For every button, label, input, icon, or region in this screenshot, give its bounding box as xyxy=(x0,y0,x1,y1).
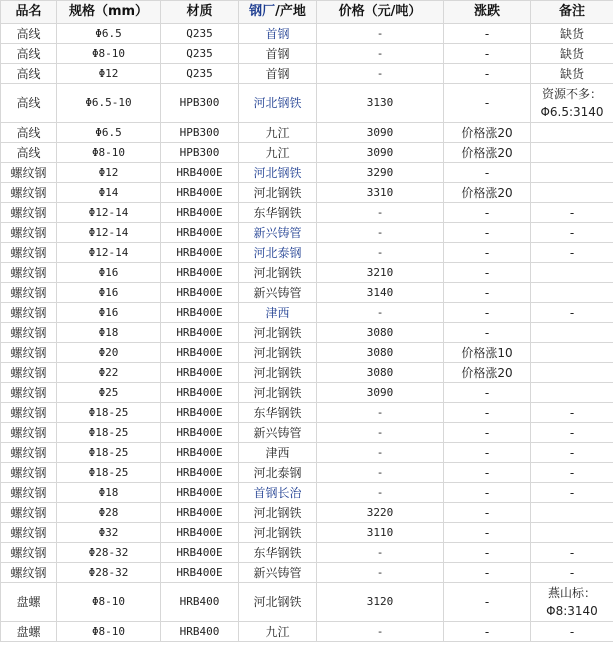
note-cell: - xyxy=(531,443,613,463)
name-cell: 螺纹钢 xyxy=(1,383,57,403)
header-material: 材质 xyxy=(161,1,239,24)
note-cell xyxy=(531,123,613,143)
change-cell: - xyxy=(444,543,531,563)
table-row xyxy=(1,622,613,642)
note-cell: - xyxy=(531,203,613,223)
header-change: 涨跌 xyxy=(444,1,531,24)
change-cell: - xyxy=(444,622,531,642)
spec-cell: Φ25 xyxy=(57,383,161,403)
name-cell: 高线 xyxy=(1,44,57,64)
plant-cell: 九江 xyxy=(239,143,317,163)
spec-cell: Φ18 xyxy=(57,323,161,343)
material-cell: HRB400E xyxy=(161,343,239,363)
price-cell: 3290 xyxy=(317,163,444,183)
price-cell: - xyxy=(317,543,444,563)
spec-cell: Φ16 xyxy=(57,303,161,323)
material-cell: HRB400E xyxy=(161,543,239,563)
note-cell xyxy=(531,383,613,403)
price-cell: 3080 xyxy=(317,363,444,383)
change-cell: - xyxy=(444,443,531,463)
table-row xyxy=(1,223,613,243)
price-cell: - xyxy=(317,223,444,243)
note-cell xyxy=(531,143,613,163)
spec-cell: Φ12-14 xyxy=(57,243,161,263)
plant-cell: 河北钢铁 xyxy=(239,503,317,523)
price-cell: 3130 xyxy=(317,84,444,123)
spec-cell: Φ22 xyxy=(57,363,161,383)
note-cell: - xyxy=(531,223,613,243)
note-cell: 缺货 xyxy=(531,64,613,84)
plant-cell: 河北钢铁 xyxy=(239,84,317,123)
material-cell: HRB400E xyxy=(161,283,239,303)
price-cell: - xyxy=(317,44,444,64)
change-cell: - xyxy=(444,263,531,283)
table-row xyxy=(1,503,613,523)
price-cell: 3210 xyxy=(317,263,444,283)
price-cell: - xyxy=(317,303,444,323)
name-cell: 螺纹钢 xyxy=(1,563,57,583)
plant-cell: 河北钢铁 xyxy=(239,523,317,543)
price-cell: 3220 xyxy=(317,503,444,523)
change-cell: - xyxy=(444,163,531,183)
header-price: 价格（元/吨） xyxy=(317,1,444,24)
note-cell: - xyxy=(531,243,613,263)
plant-cell: 首钢长治 xyxy=(239,483,317,503)
name-cell: 螺纹钢 xyxy=(1,423,57,443)
table-row xyxy=(1,523,613,543)
spec-cell: Φ12 xyxy=(57,64,161,84)
header-row xyxy=(1,1,613,24)
name-cell: 螺纹钢 xyxy=(1,283,57,303)
note-cell: - xyxy=(531,543,613,563)
note-cell xyxy=(531,503,613,523)
price-cell: 3090 xyxy=(317,383,444,403)
plant-cell: 河北钢铁 xyxy=(239,323,317,343)
price-cell: 3310 xyxy=(317,183,444,203)
table-row xyxy=(1,263,613,283)
spec-cell: Φ28-32 xyxy=(57,563,161,583)
change-cell: - xyxy=(444,223,531,243)
price-cell: - xyxy=(317,622,444,642)
change-cell: 价格涨20 xyxy=(444,123,531,143)
spec-cell: Φ12-14 xyxy=(57,203,161,223)
change-cell: 价格涨20 xyxy=(444,183,531,203)
plant-cell: 新兴铸管 xyxy=(239,223,317,243)
material-cell: HRB400E xyxy=(161,383,239,403)
table-row xyxy=(1,483,613,503)
price-cell: 3120 xyxy=(317,583,444,622)
note-cell xyxy=(531,183,613,203)
name-cell: 螺纹钢 xyxy=(1,183,57,203)
change-cell: 价格涨20 xyxy=(444,363,531,383)
spec-cell: Φ18-25 xyxy=(57,423,161,443)
change-cell: - xyxy=(444,44,531,64)
spec-cell: Φ28-32 xyxy=(57,543,161,563)
name-cell: 螺纹钢 xyxy=(1,263,57,283)
material-cell: Q235 xyxy=(161,24,239,44)
spec-cell: Φ28 xyxy=(57,503,161,523)
price-cell: - xyxy=(317,463,444,483)
material-cell: Q235 xyxy=(161,44,239,64)
plant-cell: 九江 xyxy=(239,123,317,143)
note-cell: - xyxy=(531,423,613,443)
plant-cell: 新兴铸管 xyxy=(239,283,317,303)
plant-cell: 河北钢铁 xyxy=(239,583,317,622)
plant-cell: 首钢 xyxy=(239,64,317,84)
name-cell: 螺纹钢 xyxy=(1,203,57,223)
table-row xyxy=(1,363,613,383)
table-row xyxy=(1,303,613,323)
material-cell: HRB400E xyxy=(161,263,239,283)
change-cell: - xyxy=(444,283,531,303)
name-cell: 螺纹钢 xyxy=(1,463,57,483)
name-cell: 高线 xyxy=(1,64,57,84)
material-cell: HPB300 xyxy=(161,84,239,123)
spec-cell: Φ8-10 xyxy=(57,44,161,64)
material-cell: HRB400E xyxy=(161,203,239,223)
name-cell: 盘螺 xyxy=(1,583,57,622)
name-cell: 螺纹钢 xyxy=(1,223,57,243)
material-cell: HPB300 xyxy=(161,123,239,143)
name-cell: 螺纹钢 xyxy=(1,343,57,363)
table-row xyxy=(1,543,613,563)
note-cell: 缺货 xyxy=(531,24,613,44)
change-cell: - xyxy=(444,243,531,263)
name-cell: 螺纹钢 xyxy=(1,303,57,323)
change-cell: - xyxy=(444,403,531,423)
material-cell: HRB400E xyxy=(161,443,239,463)
material-cell: HRB400E xyxy=(161,463,239,483)
name-cell: 高线 xyxy=(1,123,57,143)
spec-cell: Φ16 xyxy=(57,263,161,283)
change-cell: 价格涨10 xyxy=(444,343,531,363)
note-cell: - xyxy=(531,463,613,483)
plant-cell: 东华钢铁 xyxy=(239,543,317,563)
note-cell xyxy=(531,323,613,343)
change-cell: - xyxy=(444,523,531,543)
plant-cell: 东华钢铁 xyxy=(239,203,317,223)
name-cell: 螺纹钢 xyxy=(1,403,57,423)
price-cell: - xyxy=(317,483,444,503)
plant-cell: 新兴铸管 xyxy=(239,563,317,583)
note-cell: 燕山标：Φ8:3140 xyxy=(531,583,613,622)
plant-cell: 津西 xyxy=(239,443,317,463)
plant-cell: 九江 xyxy=(239,622,317,642)
change-cell: - xyxy=(444,323,531,343)
note-cell xyxy=(531,343,613,363)
price-cell: - xyxy=(317,423,444,443)
spec-cell: Φ8-10 xyxy=(57,622,161,642)
note-cell: 资源不多：Φ6.5:3140 xyxy=(531,84,613,123)
name-cell: 螺纹钢 xyxy=(1,483,57,503)
spec-cell: Φ16 xyxy=(57,283,161,303)
change-cell: - xyxy=(444,563,531,583)
plant-cell: 河北钢铁 xyxy=(239,263,317,283)
name-cell: 盘螺 xyxy=(1,622,57,642)
change-cell: - xyxy=(444,24,531,44)
spec-cell: Φ32 xyxy=(57,523,161,543)
price-cell: - xyxy=(317,64,444,84)
table-row xyxy=(1,583,613,622)
table-row xyxy=(1,463,613,483)
spec-cell: Φ8-10 xyxy=(57,583,161,622)
material-cell: HRB400 xyxy=(161,622,239,642)
plant-cell: 河北钢铁 xyxy=(239,363,317,383)
change-cell: - xyxy=(444,203,531,223)
change-cell: - xyxy=(444,583,531,622)
price-cell: - xyxy=(317,563,444,583)
plant-cell: 东华钢铁 xyxy=(239,403,317,423)
material-cell: HRB400E xyxy=(161,403,239,423)
material-cell: HRB400E xyxy=(161,243,239,263)
spec-cell: Φ18-25 xyxy=(57,443,161,463)
plant-cell: 首钢 xyxy=(239,24,317,44)
change-cell: - xyxy=(444,483,531,503)
table-row xyxy=(1,563,613,583)
plant-cell: 新兴铸管 xyxy=(239,423,317,443)
price-cell: - xyxy=(317,243,444,263)
price-cell: 3090 xyxy=(317,123,444,143)
plant-cell: 河北泰钢 xyxy=(239,243,317,263)
change-cell: - xyxy=(444,383,531,403)
table-row xyxy=(1,64,613,84)
material-cell: HRB400E xyxy=(161,423,239,443)
price-cell: 3080 xyxy=(317,323,444,343)
material-cell: HRB400E xyxy=(161,503,239,523)
table-body xyxy=(1,24,613,642)
table-row xyxy=(1,203,613,223)
name-cell: 高线 xyxy=(1,84,57,123)
plant-cell: 河北钢铁 xyxy=(239,183,317,203)
header-spec: 规格（mm） xyxy=(57,1,161,24)
change-cell: - xyxy=(444,303,531,323)
note-cell: - xyxy=(531,622,613,642)
material-cell: HRB400E xyxy=(161,163,239,183)
price-cell: 3090 xyxy=(317,143,444,163)
change-cell: - xyxy=(444,64,531,84)
table-row xyxy=(1,143,613,163)
plant-cell: 河北泰钢 xyxy=(239,463,317,483)
spec-cell: Φ6.5-10 xyxy=(57,84,161,123)
plant-cell: 首钢 xyxy=(239,44,317,64)
material-cell: HRB400E xyxy=(161,323,239,343)
note-cell: - xyxy=(531,483,613,503)
table-row xyxy=(1,283,613,303)
note-cell: 缺货 xyxy=(531,44,613,64)
header-plant xyxy=(239,1,317,24)
table-row xyxy=(1,323,613,343)
table-row xyxy=(1,243,613,263)
material-cell: Q235 xyxy=(161,64,239,84)
note-cell xyxy=(531,363,613,383)
price-cell: 3080 xyxy=(317,343,444,363)
price-cell: 3140 xyxy=(317,283,444,303)
note-cell xyxy=(531,163,613,183)
name-cell: 螺纹钢 xyxy=(1,323,57,343)
material-cell: HRB400E xyxy=(161,563,239,583)
table-row xyxy=(1,163,613,183)
change-cell: - xyxy=(444,84,531,123)
price-cell: - xyxy=(317,443,444,463)
spec-cell: Φ12 xyxy=(57,163,161,183)
spec-cell: Φ20 xyxy=(57,343,161,363)
note-cell: - xyxy=(531,303,613,323)
header-name: 品名 xyxy=(1,1,57,24)
name-cell: 螺纹钢 xyxy=(1,443,57,463)
spec-cell: Φ18-25 xyxy=(57,463,161,483)
spec-cell: Φ18 xyxy=(57,483,161,503)
plant-cell: 河北钢铁 xyxy=(239,163,317,183)
material-cell: HRB400E xyxy=(161,483,239,503)
spec-cell: Φ6.5 xyxy=(57,123,161,143)
material-cell: HPB300 xyxy=(161,143,239,163)
table-row xyxy=(1,443,613,463)
change-cell: 价格涨20 xyxy=(444,143,531,163)
name-cell: 螺纹钢 xyxy=(1,503,57,523)
table-row xyxy=(1,383,613,403)
table-row xyxy=(1,123,613,143)
price-cell: - xyxy=(317,403,444,423)
material-cell: HRB400E xyxy=(161,363,239,383)
change-cell: - xyxy=(444,503,531,523)
spec-cell: Φ8-10 xyxy=(57,143,161,163)
note-cell: - xyxy=(531,403,613,423)
plant-cell: 河北钢铁 xyxy=(239,343,317,363)
note-cell: - xyxy=(531,563,613,583)
table-row xyxy=(1,423,613,443)
table-row xyxy=(1,183,613,203)
name-cell: 高线 xyxy=(1,24,57,44)
table-row xyxy=(1,84,613,123)
spec-cell: Φ12-14 xyxy=(57,223,161,243)
note-cell xyxy=(531,283,613,303)
material-cell: HRB400 xyxy=(161,583,239,622)
price-cell: - xyxy=(317,203,444,223)
spec-cell: Φ14 xyxy=(57,183,161,203)
change-cell: - xyxy=(444,423,531,443)
material-cell: HRB400E xyxy=(161,223,239,243)
change-cell: - xyxy=(444,463,531,483)
name-cell: 螺纹钢 xyxy=(1,523,57,543)
price-cell: 3110 xyxy=(317,523,444,543)
header-plant-a: 钢厂 xyxy=(249,4,276,19)
table-row xyxy=(1,403,613,423)
name-cell: 螺纹钢 xyxy=(1,543,57,563)
spec-cell: Φ6.5 xyxy=(57,24,161,44)
name-cell: 高线 xyxy=(1,143,57,163)
plant-cell: 津西 xyxy=(239,303,317,323)
table-row xyxy=(1,343,613,363)
header-note: 备注 xyxy=(531,1,613,24)
name-cell: 螺纹钢 xyxy=(1,163,57,183)
spec-cell: Φ18-25 xyxy=(57,403,161,423)
header-plant-b: /产地 xyxy=(275,4,306,19)
name-cell: 螺纹钢 xyxy=(1,363,57,383)
note-cell xyxy=(531,263,613,283)
material-cell: HRB400E xyxy=(161,183,239,203)
material-cell: HRB400E xyxy=(161,523,239,543)
material-cell: HRB400E xyxy=(161,303,239,323)
plant-cell: 河北钢铁 xyxy=(239,383,317,403)
note-cell xyxy=(531,523,613,543)
name-cell: 螺纹钢 xyxy=(1,243,57,263)
table-row xyxy=(1,24,613,44)
price-cell: - xyxy=(317,24,444,44)
table-row xyxy=(1,44,613,64)
